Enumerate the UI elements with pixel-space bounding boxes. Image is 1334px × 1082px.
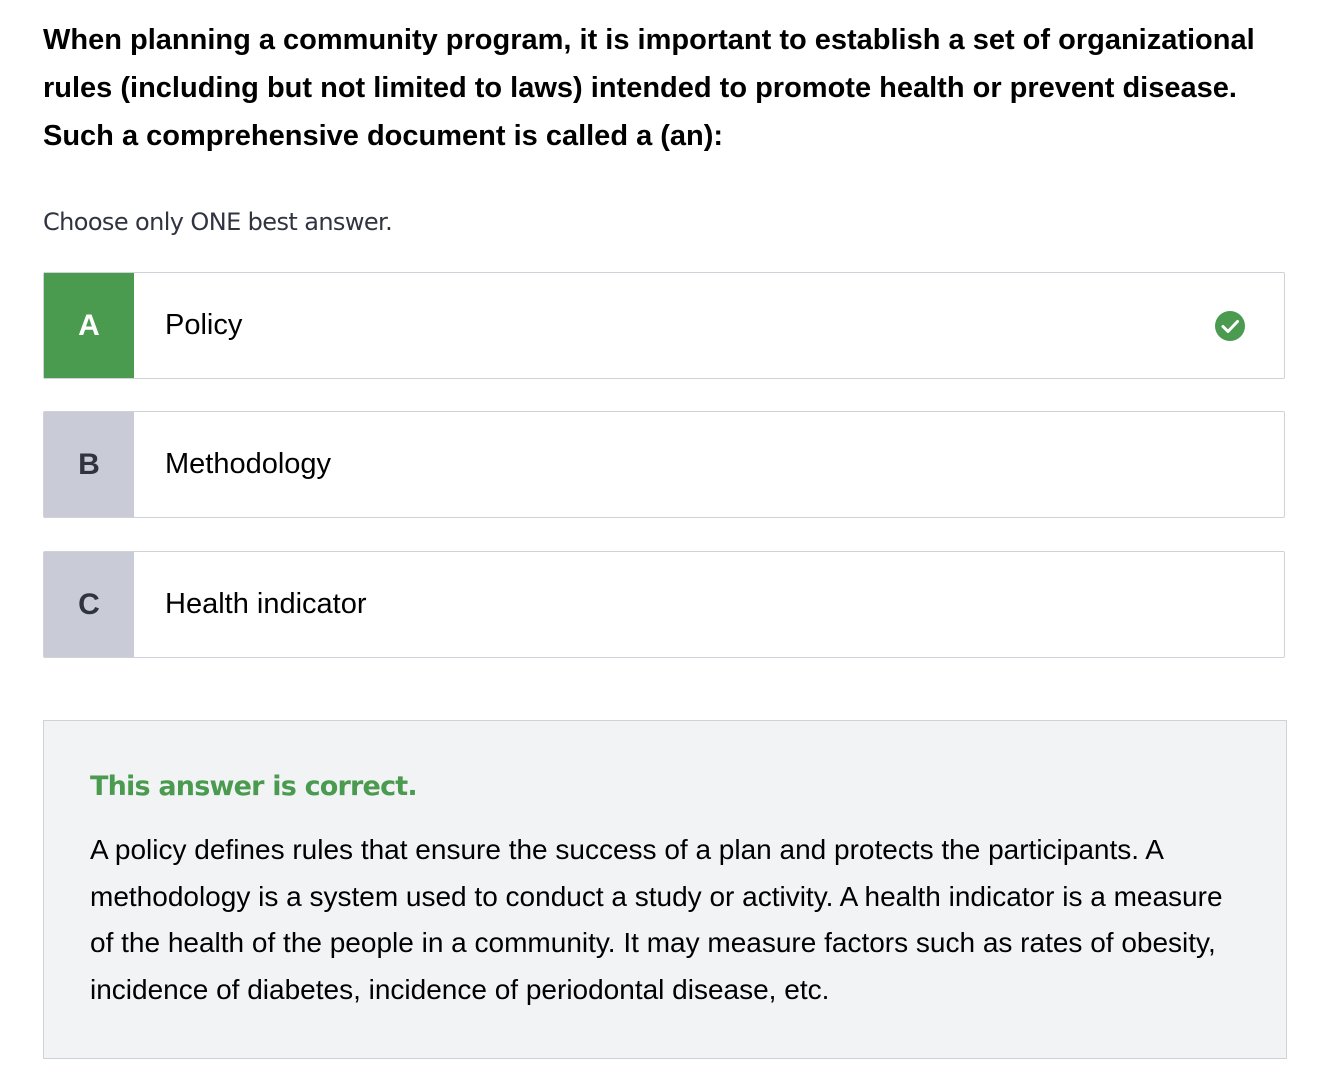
option-letter: A [44, 273, 134, 378]
answer-option-c[interactable] [43, 551, 1285, 658]
feedback-explanation: A policy defines rules that ensure the success of a plan and protects the participants. A methodology is a system used to conduct a study or activity. A health indicator is a measure of the health of the people in a community. It may measure factors such as rates of obesity, incidence of diabetes, incidence of periodontal disease, etc. [90, 834, 1223, 1005]
option-label: Policy [165, 309, 243, 341]
question-text: When planning a community program, it is important to establish a set of organizational rules (including but not limited to laws) intended to promote health or prevent disease. Such a comprehensive document is called a (an): [43, 24, 1255, 152]
check-circle-icon [1214, 310, 1246, 342]
option-label: Health indicator [165, 588, 367, 620]
feedback-title: This answer is correct. [90, 771, 417, 802]
option-letter: B [44, 412, 134, 517]
answer-instruction: Choose only ONE best answer. [43, 208, 393, 236]
answer-option-b[interactable] [43, 411, 1285, 518]
feedback-panel [43, 720, 1287, 1059]
option-label: Methodology [165, 448, 332, 480]
answer-option-a[interactable] [43, 272, 1285, 379]
option-letter: C [44, 552, 134, 657]
